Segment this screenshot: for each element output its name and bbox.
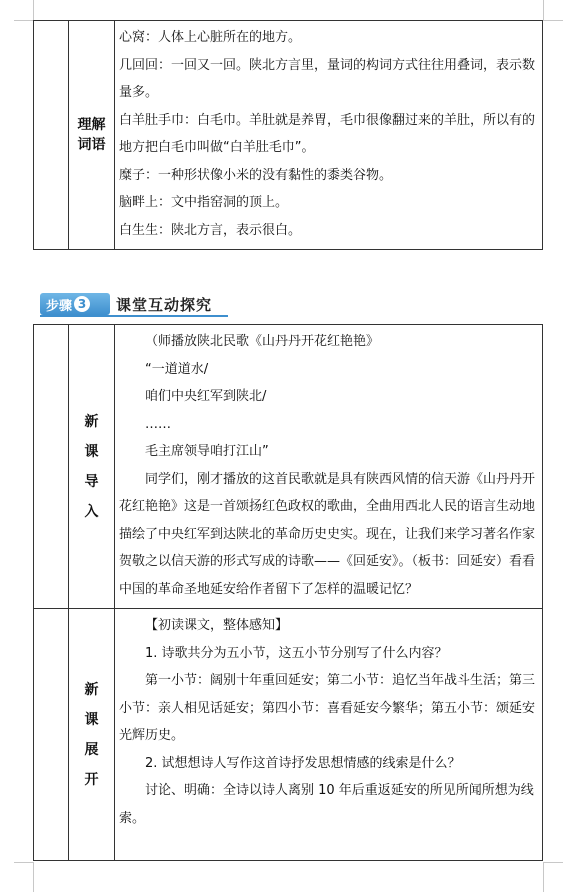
vocab-content — [115, 21, 543, 250]
crop-mark-bottom-left-h — [14, 862, 34, 863]
vocab-entry: 心窝：人体上心脏所在的地方。 — [119, 30, 302, 45]
intro-label — [69, 325, 115, 609]
step-number: 3 — [74, 296, 90, 312]
develop-line: 第一小节：阔别十年重回延安；第二小节：追忆当年战斗生活；第三小节：亲人相见话延安；第四小节：喜看延安今繁华；第五小节：颂延安光辉历史。 — [119, 673, 536, 743]
crop-mark-bottom-right-h — [543, 862, 563, 863]
develop-line: 2. 试想想诗人写作这首诗抒发思想情感的线索是什么？ — [145, 755, 461, 771]
crop-mark-top-left-h — [14, 20, 34, 21]
develop-label-char: 新 — [84, 681, 99, 698]
lesson-table — [33, 324, 543, 861]
intro-row — [34, 325, 543, 609]
crop-mark-top-right-h — [543, 20, 563, 21]
develop-line: 【初读课文，整体感知】 — [145, 618, 289, 633]
vocab-label-text: 理解词语 — [77, 117, 106, 153]
develop-line: 1. 诗歌共分为五小节，这五小节分别写了什么内容？ — [145, 645, 448, 661]
vocab-entry: 几回回：一回又一回。陕北方言里，量词的构词方式往往用叠词，表示数量多。 — [119, 57, 536, 100]
crop-mark-bottom-left-v — [33, 862, 34, 892]
vocab-table — [33, 20, 543, 250]
vocab-label — [69, 21, 115, 250]
intro-line: 毛主席领导咱打江山” — [145, 444, 269, 459]
step-badge — [40, 293, 110, 315]
develop-label-char: 展 — [84, 741, 99, 758]
intro-label-char: 课 — [84, 443, 99, 460]
intro-label-char: 入 — [84, 503, 99, 520]
vocab-entry: 脑畔上：文中指窑洞的顶上。 — [119, 195, 289, 210]
intro-line: （师播放陕北民歌《山丹丹开花红艳艳》 — [145, 334, 380, 349]
vocab-entry: 白生生：陕北方言，表示很白。 — [119, 222, 302, 238]
crop-mark-top-left-v — [33, 0, 34, 20]
intro-blank-cell — [34, 325, 69, 609]
step-underline — [40, 315, 228, 317]
vocab-entry: 白羊肚手巾：白毛巾。羊肚就是养胃，毛巾很像翻过来的羊肚，所以有的地方把白毛巾叫做“白羊肚毛巾”。 — [119, 112, 536, 155]
develop-line: 讨论、明确：全诗以诗人离别 10 年后重返延安的所见所闻所想为线索。 — [119, 783, 534, 826]
develop-label-char: 课 — [84, 711, 99, 728]
develop-label — [69, 609, 115, 861]
develop-content — [115, 609, 543, 861]
intro-content — [115, 325, 543, 609]
intro-line: “一道道水/ — [145, 361, 209, 377]
intro-label-char: 新 — [84, 413, 99, 430]
intro-label-char: 导 — [84, 473, 99, 490]
intro-paragraph: 同学们，刚才播放的这首民歌就是具有陕西风情的信天游《山丹丹开花红艳艳》这是一首颂扬红色政权的歌曲，全曲用西北人民的语言生动地描绘了中央红军到达陕北的革命历史史实。现在，让我们来学习著名作家贺敬之以信天游的形式写成的诗歌——《回延安》。（板书：回延安）看看中国的革命圣地延安给作者留下了怎样的温暖记忆？ — [119, 471, 536, 597]
vocab-row — [34, 21, 543, 250]
step-title: 课堂互动探究 — [116, 295, 213, 314]
develop-row — [34, 609, 543, 861]
crop-mark-bottom-right-v — [543, 862, 544, 892]
develop-blank-cell — [34, 609, 69, 861]
crop-mark-top-right-v — [543, 0, 544, 20]
step-badge-text: 步骤 — [46, 298, 73, 314]
intro-line: 咱们中央红军到陕北/ — [145, 389, 267, 404]
develop-label-char: 开 — [84, 771, 99, 788]
vocab-entry: 糜子：一种形状像小米的没有黏性的黍类谷物。 — [119, 167, 393, 183]
vocab-blank-cell — [34, 21, 69, 250]
intro-line: …… — [145, 416, 171, 432]
step-heading — [40, 293, 212, 315]
